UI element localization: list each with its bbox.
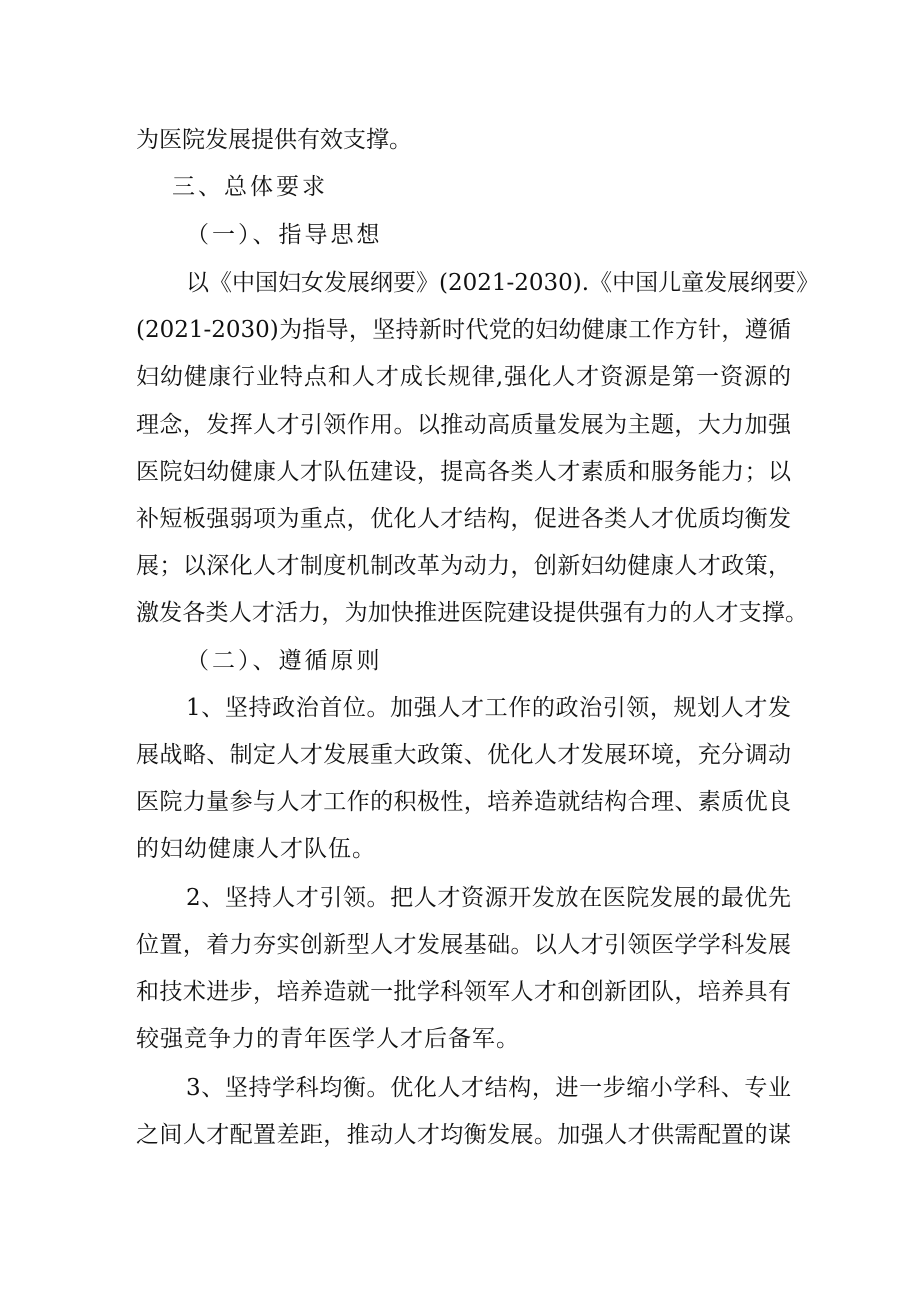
paragraph-line: 之间人才配置差距，推动人才均衡发展。加强人才供需配置的谋 bbox=[136, 1122, 791, 1148]
paragraph-line: 2、坚持人才引领。把人才资源开发放在医院发展的最优先 bbox=[186, 885, 791, 911]
paragraph-line: 较强竞争力的青年医学人才后备军。 bbox=[136, 1026, 520, 1052]
paragraph-line: 医院妇幼健康人才队伍建设，提高各类人才素质和服务能力；以 bbox=[136, 459, 791, 485]
paragraph-line: 医院力量参与人才工作的积极性，培养造就结构合理、素质优良 bbox=[136, 789, 791, 815]
subsection-heading: （一）、指导思想 bbox=[186, 222, 383, 248]
paragraph-line: (2021-2030)为指导，坚持新时代党的妇幼健康工作方针，遵循 bbox=[136, 317, 791, 343]
paragraph-line: 补短板强弱项为重点，优化人才结构，促进各类人才优质均衡发 bbox=[136, 506, 791, 532]
section-heading: 三、总体要求 bbox=[172, 174, 328, 200]
paragraph-line: 1、坚持政治首位。加强人才工作的政治引领，规划人才发 bbox=[186, 695, 791, 721]
paragraph-line: 为医院发展提供有效支撑。 bbox=[136, 127, 412, 153]
paragraph-line: 展战略、制定人才发展重大政策、优化人才发展环境，充分调动 bbox=[136, 742, 791, 768]
paragraph-line: 展；以深化人才制度机制改革为动力，创新妇幼健康人才政策， bbox=[136, 553, 791, 579]
paragraph-line: 位置，着力夯实创新型人才发展基础。以人才引领医学学科发展 bbox=[136, 932, 791, 958]
paragraph-line: 以《中国妇女发展纲要》(2021-2030).《中国儿童发展纲要》 bbox=[186, 270, 820, 296]
paragraph-line: 妇幼健康行业特点和人才成长规律,强化人才资源是第一资源的 bbox=[136, 364, 791, 390]
paragraph-line: 的妇幼健康人才队伍。 bbox=[136, 836, 376, 862]
paragraph-line: 和技术进步，培养造就一批学科领军人才和创新团队，培养具有 bbox=[136, 979, 791, 1005]
paragraph-line: 3、坚持学科均衡。优化人才结构，进一步缩小学科、专业 bbox=[186, 1075, 791, 1101]
paragraph-line: 理念，发挥人才引领作用。以推动高质量发展为主题，大力加强 bbox=[136, 412, 791, 438]
paragraph-line: 激发各类人才活力，为加快推进医院建设提供强有力的人才支撑。 bbox=[136, 600, 808, 626]
subsection-heading: （二）、遵循原则 bbox=[186, 648, 383, 674]
